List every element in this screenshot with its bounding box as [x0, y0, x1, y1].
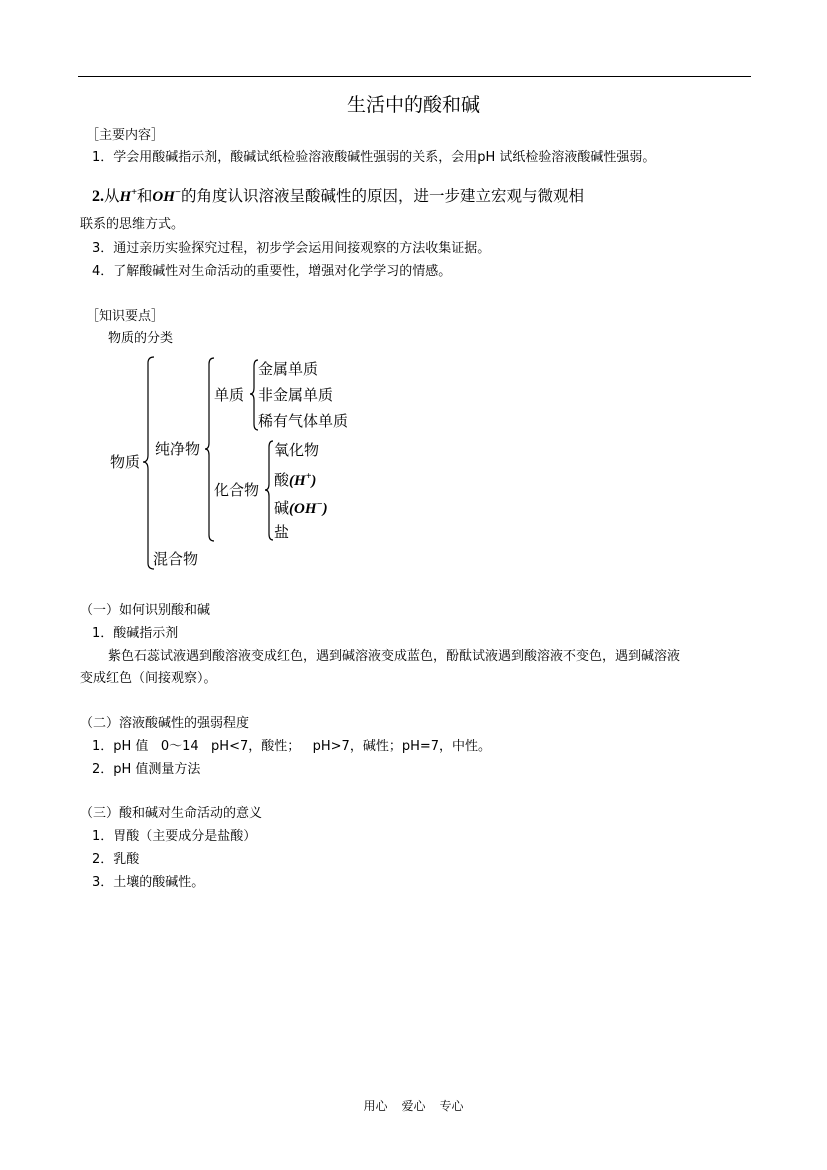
tree-element-item-0: 金属单质: [258, 360, 319, 378]
tree-pure-substance: 纯净物: [155, 440, 201, 458]
h-ion-symbol: H+: [119, 187, 137, 205]
base-ion: OH: [294, 501, 317, 517]
tree-base: 碱(OH−): [274, 499, 328, 517]
tree-oxide: 氧化物: [274, 441, 320, 459]
footer-word-2: 专心: [439, 1099, 464, 1113]
classification-title: 物质的分类: [108, 331, 174, 346]
section-3-item-1: 1．胃酸（主要成分是盐酸）: [92, 829, 257, 844]
tree-mixture: 混合物: [153, 550, 199, 568]
compound-brace: [265, 441, 273, 540]
section-3-heading: （三）酸和碱对生命活动的意义: [80, 806, 263, 821]
main-content-heading: ［主要内容］: [86, 128, 165, 143]
oh-ion-symbol: OH−: [152, 187, 181, 205]
section-1-item-1: 1．酸碱指示剂: [92, 626, 179, 641]
tree-root: 物质: [110, 453, 141, 471]
footer-word-0: 用心: [363, 1099, 388, 1113]
section-1-paragraph-line-1: 紫色石蕊试液遇到酸溶液变成红色，遇到碱溶液变成蓝色，酚酞试液遇到酸溶液不变色，遇到碱溶液: [108, 649, 681, 664]
tree-acid: 酸(H+): [274, 471, 317, 489]
main-content-item-3: 3．通过亲历实验探究过程，初步学会运用间接观察的方法收集证据。: [92, 241, 491, 256]
tree-element: 单质: [214, 386, 245, 404]
page-title: 生活中的酸和碱: [346, 94, 480, 116]
main-content-item-1: 1．学会用酸碱指示剂，酸碱试纸检验溶液酸碱性强弱的关系，会用pH 试纸检验溶液酸碱性强弱。: [92, 150, 656, 165]
tree-compound: 化合物: [214, 481, 260, 499]
item-2-number: 2.: [92, 188, 104, 205]
element-brace: [250, 360, 258, 430]
tree-salt: 盐: [274, 523, 290, 541]
item-2-pre: 从: [104, 187, 120, 205]
item-2-rest: 的角度认识溶液呈酸碱性的原因，进一步建立宏观与微观相: [180, 187, 584, 205]
section-2-heading: （二）溶液酸碱性的强弱程度: [80, 716, 250, 731]
section-1-paragraph-line-2: 变成红色（间接观察）。: [80, 671, 217, 686]
main-content-item-2-cont: 联系的思维方式。: [80, 217, 185, 232]
knowledge-heading: ［知识要点］: [86, 309, 165, 324]
tree-element-item-1: 非金属单质: [258, 386, 334, 404]
section-1-heading: （一）如何识别酸和碱: [80, 603, 211, 618]
tree-element-item-2: 稀有气体单质: [258, 412, 349, 430]
pure-brace: [205, 358, 214, 541]
section-3-item-2: 2．乳酸: [92, 852, 140, 867]
root-brace: [143, 357, 154, 569]
section-3-item-3: 3．土壤的酸碱性。: [92, 875, 205, 890]
acid-ion: H: [294, 473, 306, 489]
section-2-item-1: 1．pH 值 0～14 pH<7，酸性； pH>7，碱性；pH=7，中性。: [92, 739, 492, 754]
main-content-item-4: 4．了解酸碱性对生命活动的重要性，增强对化学学习的情感。: [92, 264, 452, 279]
page-footer: [0, 1097, 827, 1114]
item-2-and: 和: [136, 187, 153, 205]
footer-word-1: 爱心: [401, 1099, 426, 1113]
section-2-item-2: 2．pH 值测量方法: [92, 762, 201, 777]
